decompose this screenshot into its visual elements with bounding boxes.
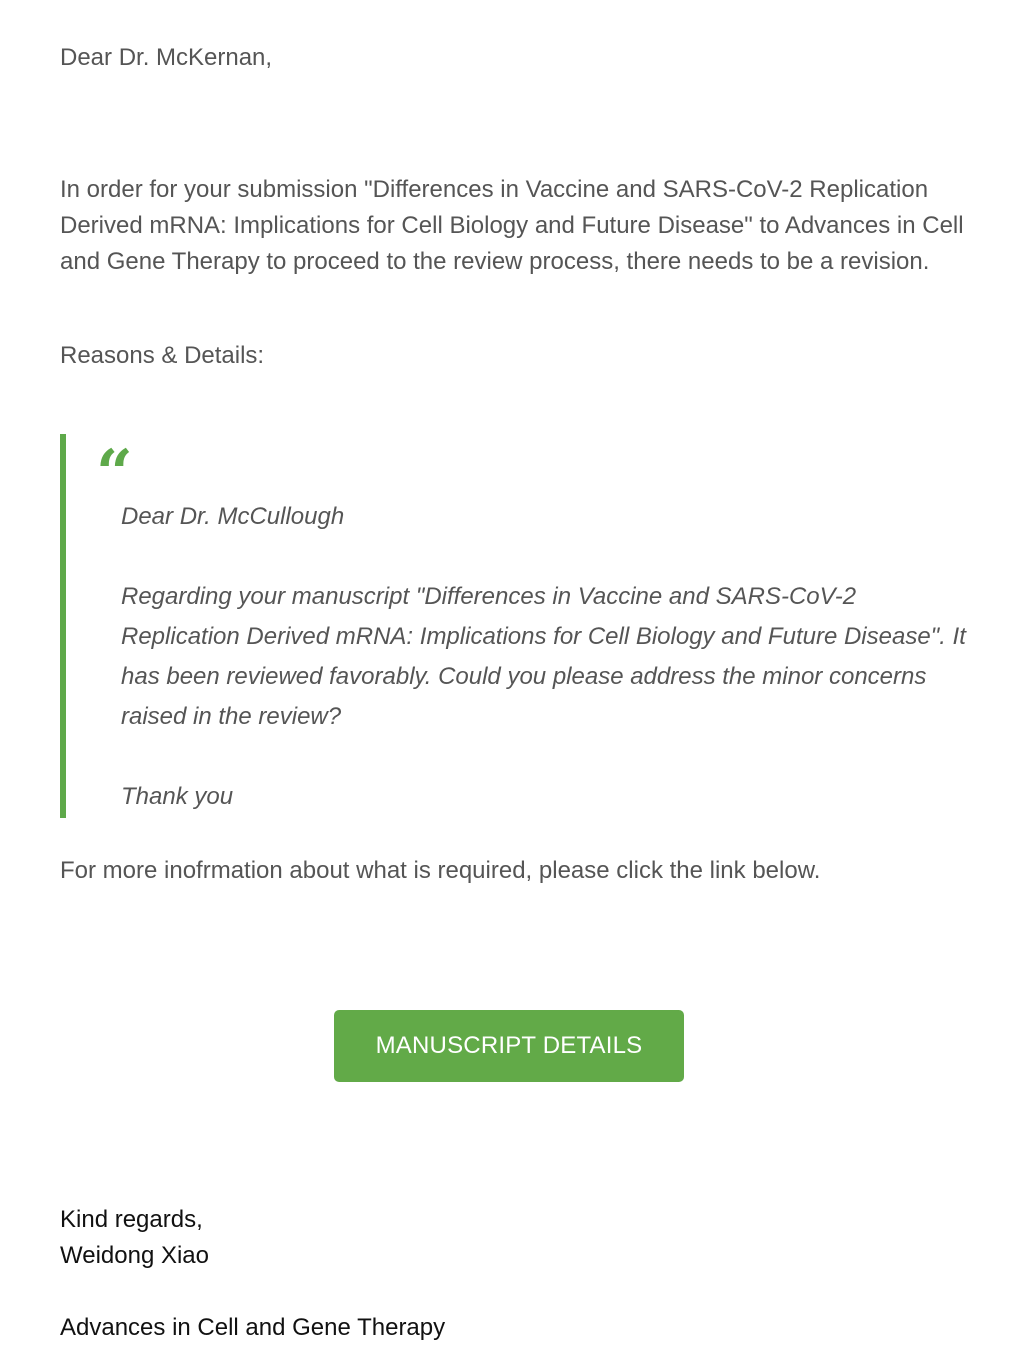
sender-name: Weidong Xiao xyxy=(60,1242,209,1269)
quote-mark-icon: “ xyxy=(96,436,133,511)
quote-closing: Thank you xyxy=(121,783,234,810)
intro-paragraph: In order for your submission "Differences in Vaccine and SARS-CoV-2 Replication Derived mRNA: Implications for Cell Biology and Future Disease" to Advances in Cell and Gene Therapy to proceed to the review process, there needs to be a revision. xyxy=(60,176,964,275)
quote-salutation: Dear Dr. McCullough xyxy=(121,503,345,530)
reasons-label: Reasons & Details: xyxy=(60,342,265,369)
manuscript-details-button[interactable]: MANUSCRIPT DETAILS xyxy=(334,1010,684,1082)
signoff xyxy=(60,1202,209,1274)
quote-text xyxy=(121,497,981,817)
greeting: Dear Dr. McKernan, xyxy=(60,44,273,71)
organization-name: Advances in Cell and Gene Therapy xyxy=(60,1314,446,1341)
reviewer-quote xyxy=(60,434,972,818)
signoff-text: Kind regards, xyxy=(60,1206,203,1233)
more-info-text: For more inofrmation about what is required, please click the link below. xyxy=(60,857,821,884)
quote-body: Regarding your manuscript "Differences in Vaccine and SARS-CoV-2 Replication Derived mRNA: Implications for Cell Biology and Future Disease". It has been reviewed favorably. Could you please address the minor concerns raised in the review? xyxy=(121,583,966,730)
